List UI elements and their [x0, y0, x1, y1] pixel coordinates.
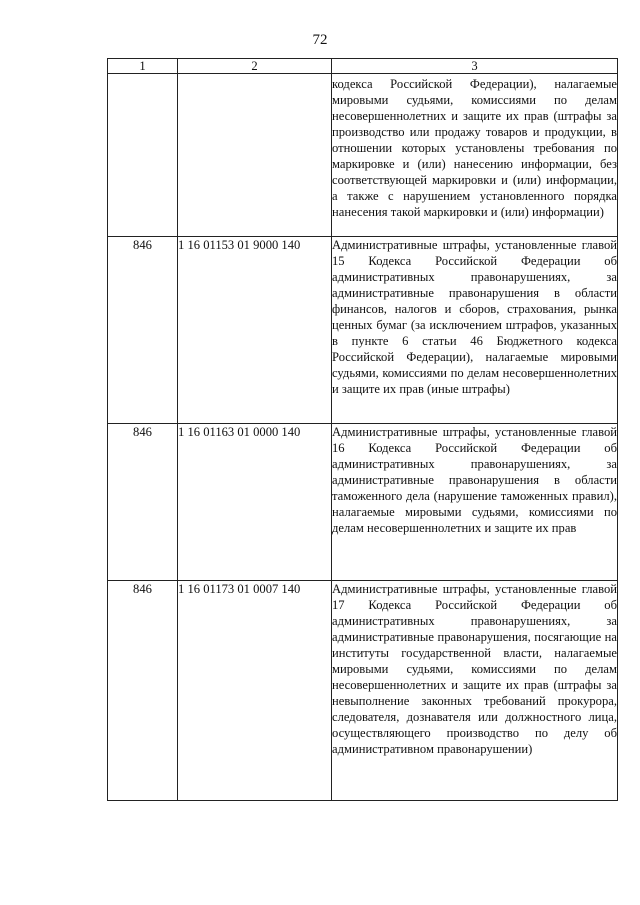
table-header-row: [108, 59, 618, 74]
row-description: кодекса Российской Федерации), налагаемые мировыми судьями, комиссиями по делам несовершеннолетних и защите их прав (штрафы за производство или продажу товаров и продукции, в отношении которых установлены требования по маркировке и (или) нанесению информации, без соответствующей маркировки и (или) информации, а также с нарушением установленного порядка нанесения такой маркировки и (или) информации): [332, 74, 618, 237]
row-code: 1 16 01153 01 9000 140: [178, 237, 332, 424]
row-code: 1 16 01163 01 0000 140: [178, 424, 332, 581]
row-code: 1 16 01173 01 0007 140: [178, 581, 332, 801]
row-code: [178, 74, 332, 237]
budget-code-table: [107, 58, 618, 801]
column-header-1: 1: [108, 59, 178, 74]
page-number: 72: [312, 32, 328, 48]
row-number: [108, 74, 178, 237]
table-row: [108, 581, 618, 801]
row-description: Административные штрафы, установленные главой 17 Кодекса Российской Федерации об административных правонарушениях, за административные правонарушения, посягающие на институты государственной власти, налагаемые мировыми судьями, комиссиями по делам несовершеннолетних и защите их прав (штрафы за невыполнение законных требований прокурора, следователя, дознавателя или должностного лица, осуществляющего производство по делу об административном правонарушении): [332, 581, 618, 801]
row-number: 846: [108, 581, 178, 801]
table-row: [108, 74, 618, 237]
row-number: 846: [108, 424, 178, 581]
table-row: [108, 237, 618, 424]
column-header-3: 3: [332, 59, 618, 74]
row-description: Административные штрафы, установленные главой 16 Кодекса Российской Федерации об административных правонарушениях, за административные правонарушения в области таможенного дела (нарушение таможенных правил), налагаемые мировыми судьями, комиссиями по делам несовершеннолетних и защите их прав: [332, 424, 618, 581]
column-header-2: 2: [178, 59, 332, 74]
table-row: [108, 424, 618, 581]
row-number: 846: [108, 237, 178, 424]
row-description: Административные штрафы, установленные главой 15 Кодекса Российской Федерации об административных правонарушениях, за административные правонарушения в области финансов, налогов и сборов, страхования, рынка ценных бумаг (за исключением штрафов, указанных в пункте 6 статьи 46 Бюджетного кодекса Российской Федерации), налагаемые мировыми судьями, комиссиями по делам несовершеннолетних и защите их прав (иные штрафы): [332, 237, 618, 424]
